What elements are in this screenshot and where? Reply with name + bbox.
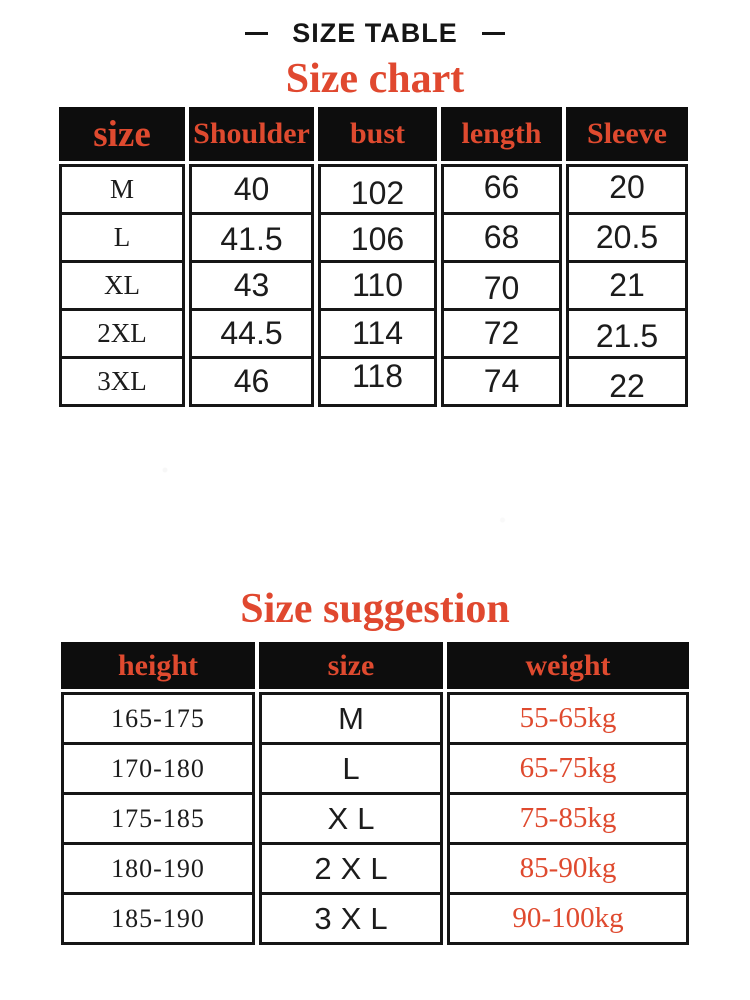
size-chart-cell-bust-m: 102 (318, 164, 437, 215)
size-chart-col-shoulder (189, 107, 314, 407)
size-suggestion-col-height (61, 642, 255, 945)
size-chart-cell-bust-xl: 110 (318, 260, 437, 311)
banner-left-dash (245, 32, 268, 35)
size-chart-header-bust: bust (318, 107, 437, 161)
size-chart-cell-shoulder-m: 40 (189, 164, 314, 215)
banner-title: SIZE TABLE (292, 17, 458, 48)
size-suggestion-cell-size-4: 2XL (259, 842, 443, 895)
size-suggestion-title: Size suggestion (240, 586, 510, 632)
size-chart-title: Size chart (285, 56, 465, 102)
size-suggestion-cell-weight-1: 55-65kg (447, 692, 689, 745)
size-chart-col-length (441, 107, 562, 407)
size-chart-col-sleeve (566, 107, 688, 407)
size-suggestion-cell-weight-3: 75-85kg (447, 792, 689, 845)
size-suggestion-header-size: size (259, 642, 443, 689)
size-suggestion-cell-size-5: 3XL (259, 892, 443, 945)
size-chart-table (59, 107, 688, 407)
size-suggestion-col-weight (447, 642, 689, 945)
size-suggestion-cell-height-3: 175-185 (61, 792, 255, 845)
size-chart-cell-sleeve-m: 20 (566, 164, 688, 215)
size-suggestion-col-size (259, 642, 443, 945)
size-suggestion-cell-size-3: XL (259, 792, 443, 845)
size-chart-cell-shoulder-3xl: 46 (189, 356, 314, 407)
size-chart-cell-shoulder-xl: 43 (189, 260, 314, 311)
size-chart-header-shoulder: Shoulder (189, 107, 314, 161)
size-chart-cell-sleeve-3xl: 22 (566, 356, 688, 407)
size-suggestion-table (61, 642, 689, 945)
size-chart-cell-length-m: 66 (441, 164, 562, 215)
size-suggestion-cell-height-2: 170-180 (61, 742, 255, 795)
size-chart-cell-length-2xl: 72 (441, 308, 562, 359)
size-chart-cell-sleeve-l: 20.5 (566, 212, 688, 263)
banner-right-dash (482, 32, 505, 35)
size-chart-cell-size-3xl: 3XL (59, 356, 185, 407)
size-chart-cell-sleeve-xl: 21 (566, 260, 688, 311)
size-chart-header-size: size (59, 107, 185, 161)
size-chart-cell-sleeve-2xl: 21.5 (566, 308, 688, 359)
size-suggestion-cell-weight-4: 85-90kg (447, 842, 689, 895)
size-chart-cell-size-m: M (59, 164, 185, 215)
size-chart-col-bust (318, 107, 437, 407)
size-suggestion-cell-height-5: 185-190 (61, 892, 255, 945)
size-chart-cell-length-3xl: 74 (441, 356, 562, 407)
size-suggestion-cell-weight-2: 65-75kg (447, 742, 689, 795)
size-chart-cell-shoulder-l: 41.5 (189, 212, 314, 263)
size-chart-cell-bust-l: 106 (318, 212, 437, 263)
size-suggestion-cell-height-4: 180-190 (61, 842, 255, 895)
size-chart-cell-size-2xl: 2XL (59, 308, 185, 359)
size-chart-cell-bust-3xl: 118 (318, 356, 437, 407)
size-suggestion-cell-weight-5: 90-100kg (447, 892, 689, 945)
size-chart-cell-size-xl: XL (59, 260, 185, 311)
size-suggestion-header-height: height (61, 642, 255, 689)
size-chart-header-sleeve: Sleeve (566, 107, 688, 161)
banner (0, 17, 750, 49)
size-chart-cell-shoulder-2xl: 44.5 (189, 308, 314, 359)
size-chart-col-size (59, 107, 185, 407)
size-suggestion-header-weight: weight (447, 642, 689, 689)
size-chart-cell-length-l: 68 (441, 212, 562, 263)
size-suggestion-cell-height-1: 165-175 (61, 692, 255, 745)
size-chart-cell-length-xl: 70 (441, 260, 562, 311)
size-suggestion-cell-size-1: M (259, 692, 443, 745)
size-chart-cell-size-l: L (59, 212, 185, 263)
size-chart-cell-bust-2xl: 114 (318, 308, 437, 359)
size-chart-header-length: length (441, 107, 562, 161)
size-suggestion-cell-size-2: L (259, 742, 443, 795)
